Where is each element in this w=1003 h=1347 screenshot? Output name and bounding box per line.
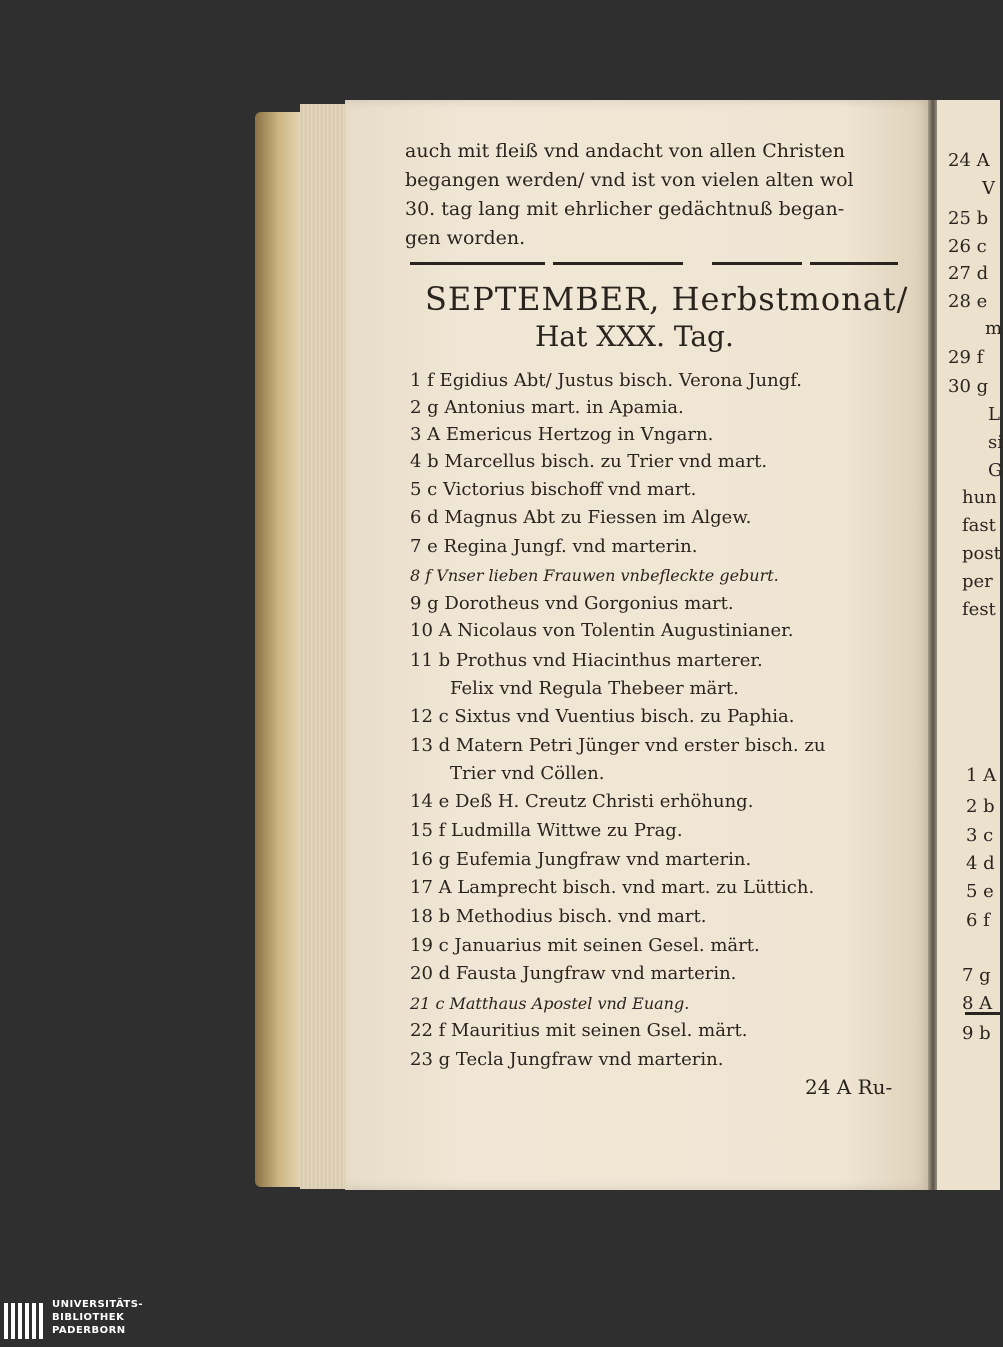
library-logo-icon [4, 1301, 46, 1341]
right-page-fragment: 3 c [966, 825, 994, 846]
divider-rule [553, 262, 683, 265]
calendar-entry: 17 A Lamprecht bisch. vnd mart. zu Lüttich. [410, 877, 815, 898]
library-footer [0, 1297, 1000, 1347]
right-page-fragment: 8 A [962, 993, 993, 1014]
calendar-entry: 7 e Regina Jungf. vnd marterin. [410, 536, 698, 557]
right-page-fragment: 9 b [962, 1023, 991, 1044]
right-page-fragment: 25 b [948, 208, 989, 229]
calendar-entry: 16 g Eufemia Jungfraw vnd marterin. [410, 849, 752, 870]
calendar-entry: 11 b Prothus vnd Hiacinthus marterer. [410, 650, 763, 671]
library-name-line: UNIVERSITÄTS- [52, 1299, 144, 1310]
library-name-line: PADERBORN [52, 1325, 126, 1336]
calendar-entry: 1 f Egidius Abt/ Justus bisch. Verona Jungf. [410, 370, 802, 391]
month-title: SEPTEMBER, Herbstmonat/ [425, 280, 909, 318]
calendar-entry: 23 g Tecla Jungfraw vnd marterin. [410, 1049, 724, 1070]
right-page-fragment: 2 b [966, 796, 995, 817]
calendar-entry: 15 f Ludmilla Wittwe zu Prag. [410, 820, 683, 841]
calendar-entry-continuation: Trier vnd Cöllen. [450, 763, 605, 784]
catchword: 24 A Ru- [805, 1075, 893, 1099]
right-page-fragment: V [982, 178, 995, 199]
right-page-fragment: post [962, 543, 1001, 564]
calendar-entry: 22 f Mauritius mit seinen Gsel. märt. [410, 1020, 748, 1041]
right-page-fragment: fest [962, 599, 996, 620]
calendar-entry: 10 A Nicolaus von Tolentin Augustinianer. [410, 620, 794, 641]
calendar-entry: 6 d Magnus Abt zu Fiessen im Algew. [410, 507, 752, 528]
right-page-fragment: 27 d [948, 263, 989, 284]
intro-line: gen worden. [405, 227, 526, 249]
right-page-fragment: 26 c [948, 236, 987, 257]
right-page-fragment: 7 g [962, 965, 991, 986]
right-page-fragment: 4 d [966, 853, 995, 874]
right-page-fragment: fast [962, 515, 996, 536]
divider-rule [810, 262, 898, 265]
right-page-fragment: 28 e [948, 291, 988, 312]
calendar-entry: 21 c Matthaus Apostel vnd Euang. [410, 994, 690, 1013]
right-page-fragment: 5 e [966, 881, 994, 902]
calendar-entry: 5 c Victorius bischoff vnd mart. [410, 479, 697, 500]
right-page-fragment: 6 f [966, 910, 990, 931]
calendar-entry: 8 f Vnser lieben Frauwen vnbefleckte geburt. [410, 566, 779, 585]
right-page-fragment: 30 g [948, 376, 989, 397]
right-page-fragment: G [988, 460, 1003, 481]
intro-line: 30. tag lang mit ehrlicher gedächtnuß began- [405, 198, 845, 220]
intro-line: begangen werden/ vnd ist von vielen alten wol [405, 169, 854, 191]
calendar-entry: 14 e Deß H. Creutz Christi erhöhung. [410, 791, 754, 812]
right-page-fragment: si [988, 432, 1003, 453]
right-page-fragment: 1 A [966, 765, 997, 786]
calendar-entry: 13 d Matern Petri Jünger vnd erster bisch. zu [410, 735, 826, 756]
calendar-entry: 19 c Januarius mit seinen Gesel. märt. [410, 935, 760, 956]
calendar-entry-continuation: Felix vnd Regula Thebeer märt. [450, 678, 739, 699]
library-name-line: BIBLIOTHEK [52, 1312, 125, 1323]
calendar-entry: 4 b Marcellus bisch. zu Trier vnd mart. [410, 451, 768, 472]
calendar-entry: 20 d Fausta Jungfraw vnd marterin. [410, 963, 737, 984]
calendar-entry: 9 g Dorotheus vnd Gorgonius mart. [410, 593, 734, 614]
calendar-entry: 2 g Antonius mart. in Apamia. [410, 397, 684, 418]
right-page-fragment: m [985, 318, 1003, 339]
month-subtitle: Hat XXX. Tag. [535, 320, 734, 353]
calendar-entry: 12 c Sixtus vnd Vuentius bisch. zu Paphia. [410, 706, 795, 727]
right-page-fragment: hun [962, 487, 997, 508]
intro-line: auch mit fleiß vnd andacht von allen Christen [405, 140, 846, 162]
right-page-fragment: 24 A [948, 150, 990, 171]
calendar-entry: 3 A Emericus Hertzog in Vngarn. [410, 424, 714, 445]
right-page-fragment: L [988, 404, 1000, 425]
right-page-fragment: 29 f [948, 347, 984, 368]
divider-rule [410, 262, 545, 265]
calendar-entry: 18 b Methodius bisch. vnd mart. [410, 906, 707, 927]
divider-rule [712, 262, 802, 265]
right-page-fragment: per [962, 571, 993, 592]
